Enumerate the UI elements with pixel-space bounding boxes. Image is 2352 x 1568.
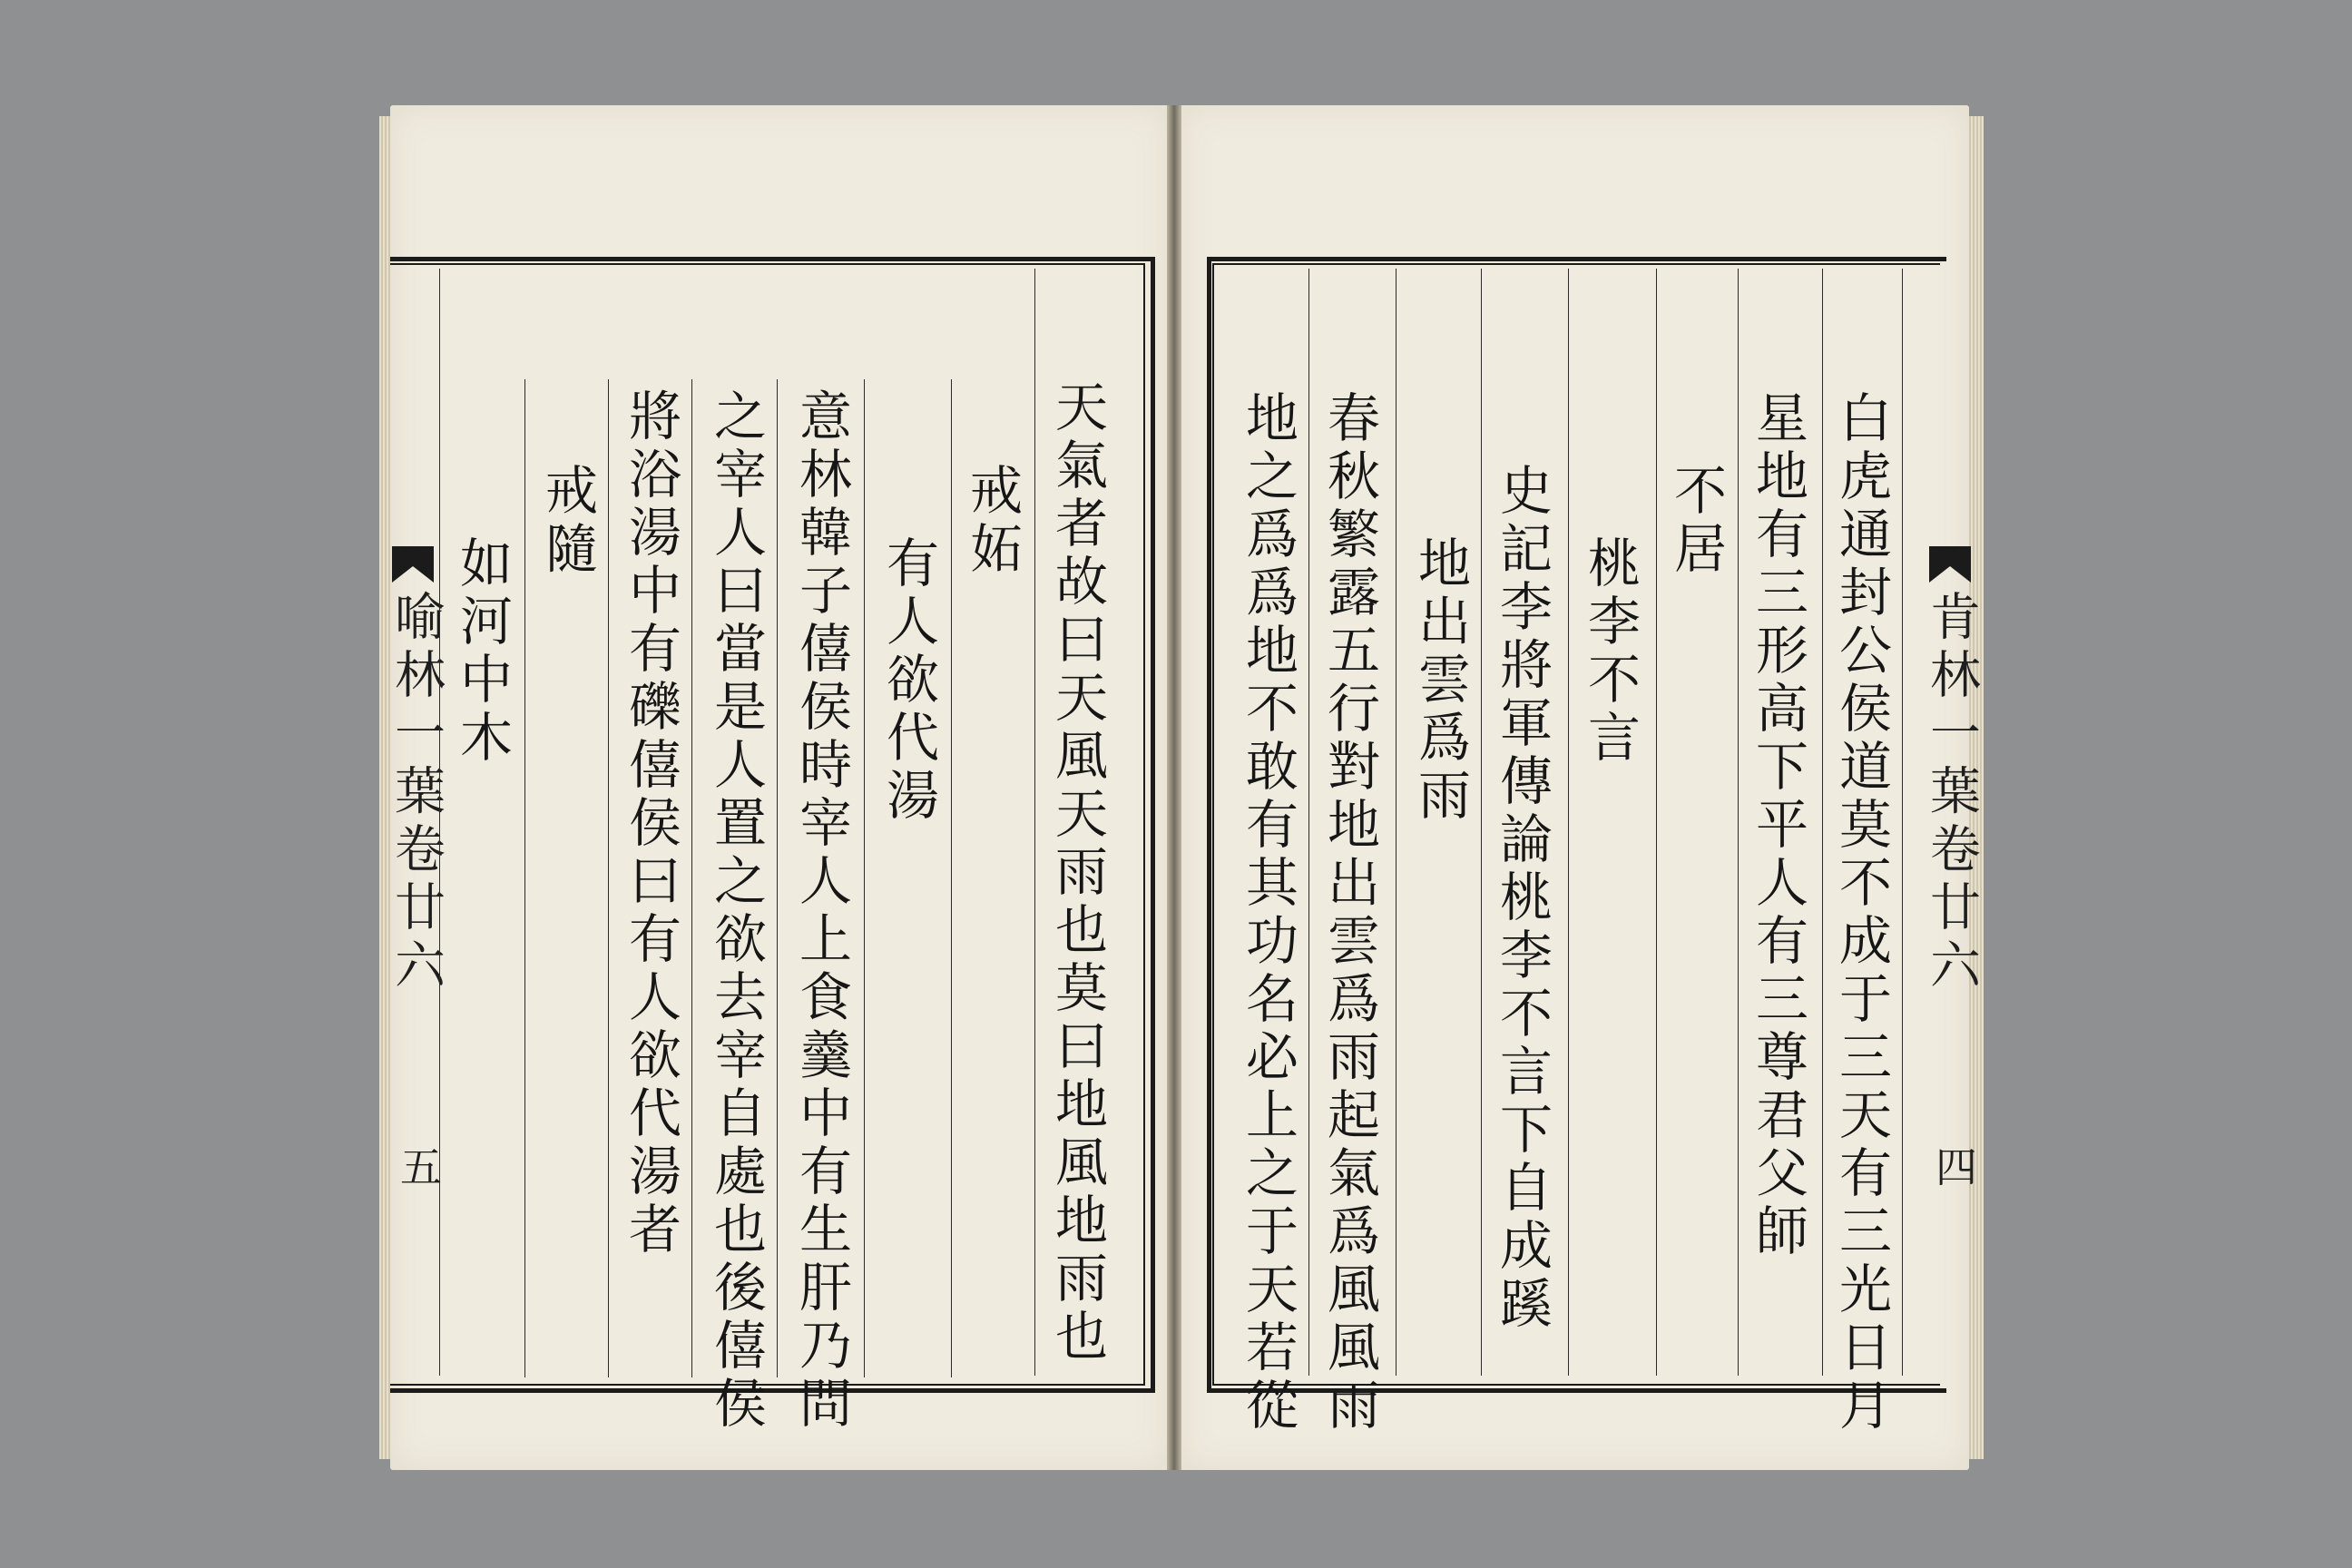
left-fold-rule <box>439 269 440 1376</box>
right-column-rule <box>1656 269 1657 1376</box>
right-column-5: 史記李將軍傳論桃李不言下自成蹊 <box>1491 463 1553 1334</box>
left-column-6: 將浴湯中有礫僖侯曰有人欲代湯者 <box>620 388 681 1259</box>
right-column-rule <box>1568 269 1569 1376</box>
left-column-rule <box>1034 269 1035 1376</box>
book-gutter <box>1167 105 1181 1470</box>
right-column-6: 地出雲爲雨 <box>1409 535 1471 826</box>
left-column-4: 意林韓子僖侯時宰人上食羹中有生肝乃問 <box>790 388 852 1434</box>
right-fold-page-number: 四 <box>1929 1145 1978 1187</box>
left-column-7: 戒隨 <box>536 463 598 579</box>
left-page-inner-frame <box>390 263 1145 1386</box>
right-column-7: 春秋繁露五行對地出雲爲雨起氣爲風風雨 <box>1318 390 1380 1436</box>
left-column-3: 有人欲代湯 <box>877 535 939 826</box>
left-column-rule <box>951 379 952 1377</box>
left-column-8: 如河中木 <box>451 535 513 768</box>
right-column-2: 星地有三形高下平人有三尊君父師 <box>1747 390 1808 1261</box>
left-column-2: 戒妬 <box>961 463 1023 579</box>
left-fold-title: 喻林一葉卷廿六 <box>387 590 446 996</box>
right-column-rule <box>1308 269 1309 1376</box>
right-column-rule <box>1822 269 1823 1376</box>
left-column-rule <box>864 379 865 1377</box>
right-column-rule <box>1481 269 1482 1376</box>
right-column-4: 桃李不言 <box>1579 535 1641 768</box>
left-column-rule <box>608 379 609 1377</box>
left-column-rule <box>691 379 692 1377</box>
right-fold-rule <box>1902 269 1903 1376</box>
left-column-5: 之宰人曰當是人置之欲去宰自處也後僖侯 <box>705 388 767 1434</box>
left-column-rule <box>777 379 778 1377</box>
right-column-rule <box>1738 269 1739 1376</box>
right-column-8: 地之爲爲地不敢有其功名必上之于天若從 <box>1237 390 1298 1436</box>
left-fold-page-number: 五 <box>394 1145 443 1187</box>
left-column-rule <box>524 379 525 1377</box>
right-column-1: 白虎通封公侯道莫不成于三天有三光日月 <box>1830 390 1892 1436</box>
left-column-1: 天氣者故曰天風天雨也莫曰地風地雨也 <box>1046 379 1108 1367</box>
right-fold-title: 肯林一葉卷廿六 <box>1922 590 1981 996</box>
right-column-3: 不居 <box>1665 463 1727 579</box>
